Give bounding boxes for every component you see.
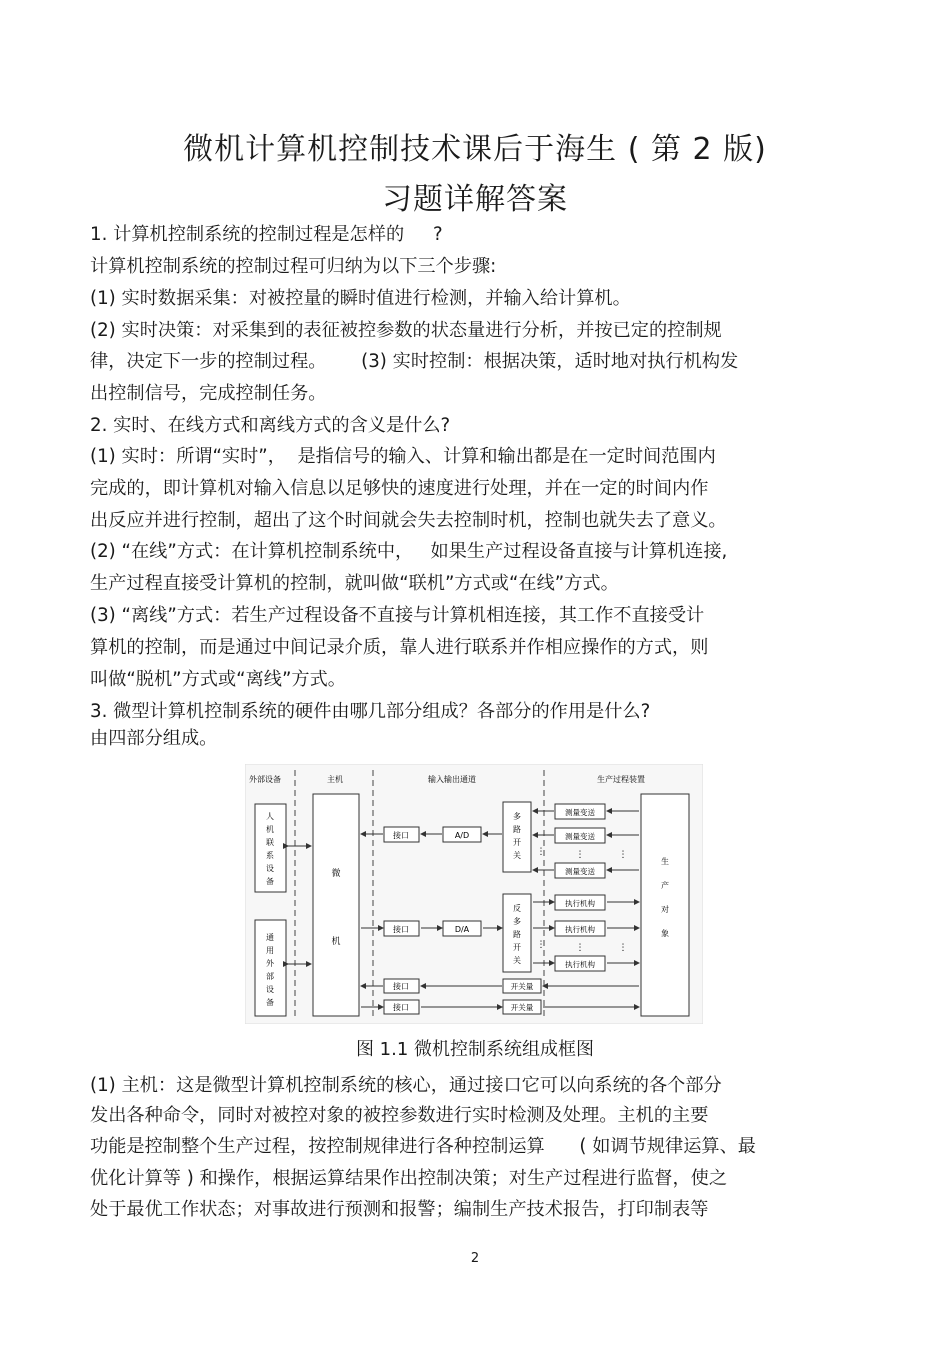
text-line: 生产过程直接受计算机的控制，就叫做“联机”方式或“在线”方式。 (90, 573, 619, 594)
svg-text:接口: 接口 (393, 925, 409, 934)
page-number: 2 (470, 1251, 480, 1266)
svg-text:路: 路 (513, 825, 521, 834)
svg-text:多: 多 (513, 812, 521, 821)
svg-text:部: 部 (266, 972, 274, 981)
ellipsis-mark: ⋮ (575, 943, 585, 953)
svg-text:对: 对 (661, 905, 669, 914)
text-line: (2) “在线”方式：在计算机控制系统中， 如果生产过程设备直接与计算机连接, (90, 541, 728, 562)
microcomputer-box (313, 794, 359, 1016)
svg-text:开关量: 开关量 (510, 1003, 534, 1012)
section-host: 主机 (327, 775, 343, 784)
svg-text:机: 机 (266, 825, 274, 834)
text-line: 发出各种命令，同时对被控对象的被控参数进行实时检测及处理。主机的主要 (90, 1105, 709, 1126)
text-line: (1) 主机：这是微型计算机控制系统的核心，通过接口它可以向系统的各个部分 (90, 1075, 722, 1096)
text-line: 叫做“脱机”方式或“离线”方式。 (90, 669, 346, 690)
text-line: 3. 微型计算机控制系统的硬件由哪几部分组成？各部分的作用是什么? (90, 701, 651, 722)
microcomputer-label: 微 (331, 869, 341, 879)
svg-text:执行机构: 执行机构 (565, 960, 595, 969)
text-line: 处于最优工作状态；对事故进行预测和报警；编制生产技术报告，打印制表等 (90, 1199, 709, 1220)
text-line: (2) 实时决策：对采集到的表征被控参数的状态量进行分析，并按已定的控制规 (90, 320, 722, 341)
text-line: 完成的，即计算机对输入信息以足够快的速度进行处理，并在一定的时间内作 (90, 478, 709, 499)
svg-text:设: 设 (266, 864, 274, 873)
svg-text:系: 系 (266, 851, 274, 860)
svg-text:联: 联 (266, 838, 274, 847)
svg-text:生: 生 (661, 857, 669, 866)
svg-text:象: 象 (661, 929, 669, 938)
svg-text:执行机构: 执行机构 (565, 899, 595, 908)
document-subtitle: 习题详解答案 (382, 182, 568, 217)
document-title: 微机计算机控制技术课后于海生 ( 第 2 版) (183, 132, 767, 167)
ellipsis-mark: ⋮ (536, 847, 546, 857)
svg-text:测量变送: 测量变送 (565, 832, 595, 841)
svg-text:备: 备 (266, 877, 274, 886)
svg-text:开: 开 (513, 943, 521, 952)
svg-text:用: 用 (266, 946, 274, 955)
text-line: 2. 实时、在线方式和离线方式的含义是什么? (90, 415, 451, 436)
text-line: 功能是控制整个生产过程，按控制规律进行各种控制运算 ( 如调节规律运算、最 (90, 1136, 756, 1157)
svg-text:关: 关 (513, 956, 521, 965)
svg-text:开: 开 (513, 838, 521, 847)
text-line: 出反应并进行控制，超出了这个时间就会失去控制时机，控制也就失去了意义。 (90, 510, 727, 531)
section-process: 生产过程装置 (597, 775, 645, 784)
text-line: 由四部分组成。 (90, 728, 218, 749)
svg-text:备: 备 (266, 998, 274, 1007)
text-line: 律，决定下一步的控制过程。 (3) 实时控制：根据决策，适时地对执行机构发 (90, 351, 739, 372)
svg-text:开关量: 开关量 (510, 982, 534, 991)
section-external: 外部设备 (249, 775, 281, 784)
figure-caption: 图 1.1 微机控制系统组成框图 (355, 1039, 595, 1060)
ellipsis-mark: ⋮ (618, 943, 628, 953)
svg-text:接口: 接口 (393, 831, 409, 840)
svg-text:测量变送: 测量变送 (565, 808, 595, 817)
microcomputer-label: 机 (331, 937, 341, 947)
text-line: (3) “离线”方式：若生产过程设备不直接与计算机相连接，其工作不直接受计 (90, 605, 705, 626)
svg-text:接口: 接口 (393, 982, 409, 991)
ellipsis-mark: ⋮ (536, 940, 546, 950)
demultiplexer-label (513, 903, 521, 965)
text-line: 出控制信号，完成控制任务。 (90, 383, 327, 404)
svg-text:产: 产 (661, 881, 669, 890)
text-line: (1) 实时：所谓“实时”， 是指信号的输入、计算和输出都是在一定时间范围内 (90, 446, 716, 467)
svg-text:设: 设 (266, 985, 274, 994)
text-line: 计算机控制系统的控制过程可归纳为以下三个步骤: (90, 256, 497, 277)
svg-text:测量变送: 测量变送 (565, 867, 595, 876)
text-line: 1. 计算机控制系统的控制过程是怎样的 ? (90, 224, 443, 245)
svg-text:接口: 接口 (393, 1003, 409, 1012)
ellipsis-mark: ⋮ (575, 850, 585, 860)
svg-text:D/A: D/A (454, 925, 470, 934)
svg-text:多: 多 (513, 917, 521, 926)
svg-text:通: 通 (266, 933, 274, 942)
svg-text:A/D: A/D (454, 831, 470, 840)
svg-text:反: 反 (513, 904, 521, 913)
text-line: 优化计算等 ) 和操作，根据运算结果作出控制决策；对生产过程进行监督，使之 (90, 1168, 728, 1189)
svg-text:外: 外 (266, 959, 274, 968)
svg-text:关: 关 (513, 851, 521, 860)
section-io: 输入输出通道 (428, 775, 476, 784)
svg-text:人: 人 (266, 812, 274, 821)
svg-text:路: 路 (513, 930, 521, 939)
ellipsis-mark: ⋮ (618, 850, 628, 860)
text-line: 算机的控制，而是通过中间记录介质，靠人进行联系并作相应操作的方式，则 (90, 637, 709, 658)
system-block-diagram (245, 764, 703, 1024)
svg-text:执行机构: 执行机构 (565, 925, 595, 934)
text-line: (1) 实时数据采集：对被控量的瞬时值进行检测，并输入给计算机。 (90, 288, 631, 309)
